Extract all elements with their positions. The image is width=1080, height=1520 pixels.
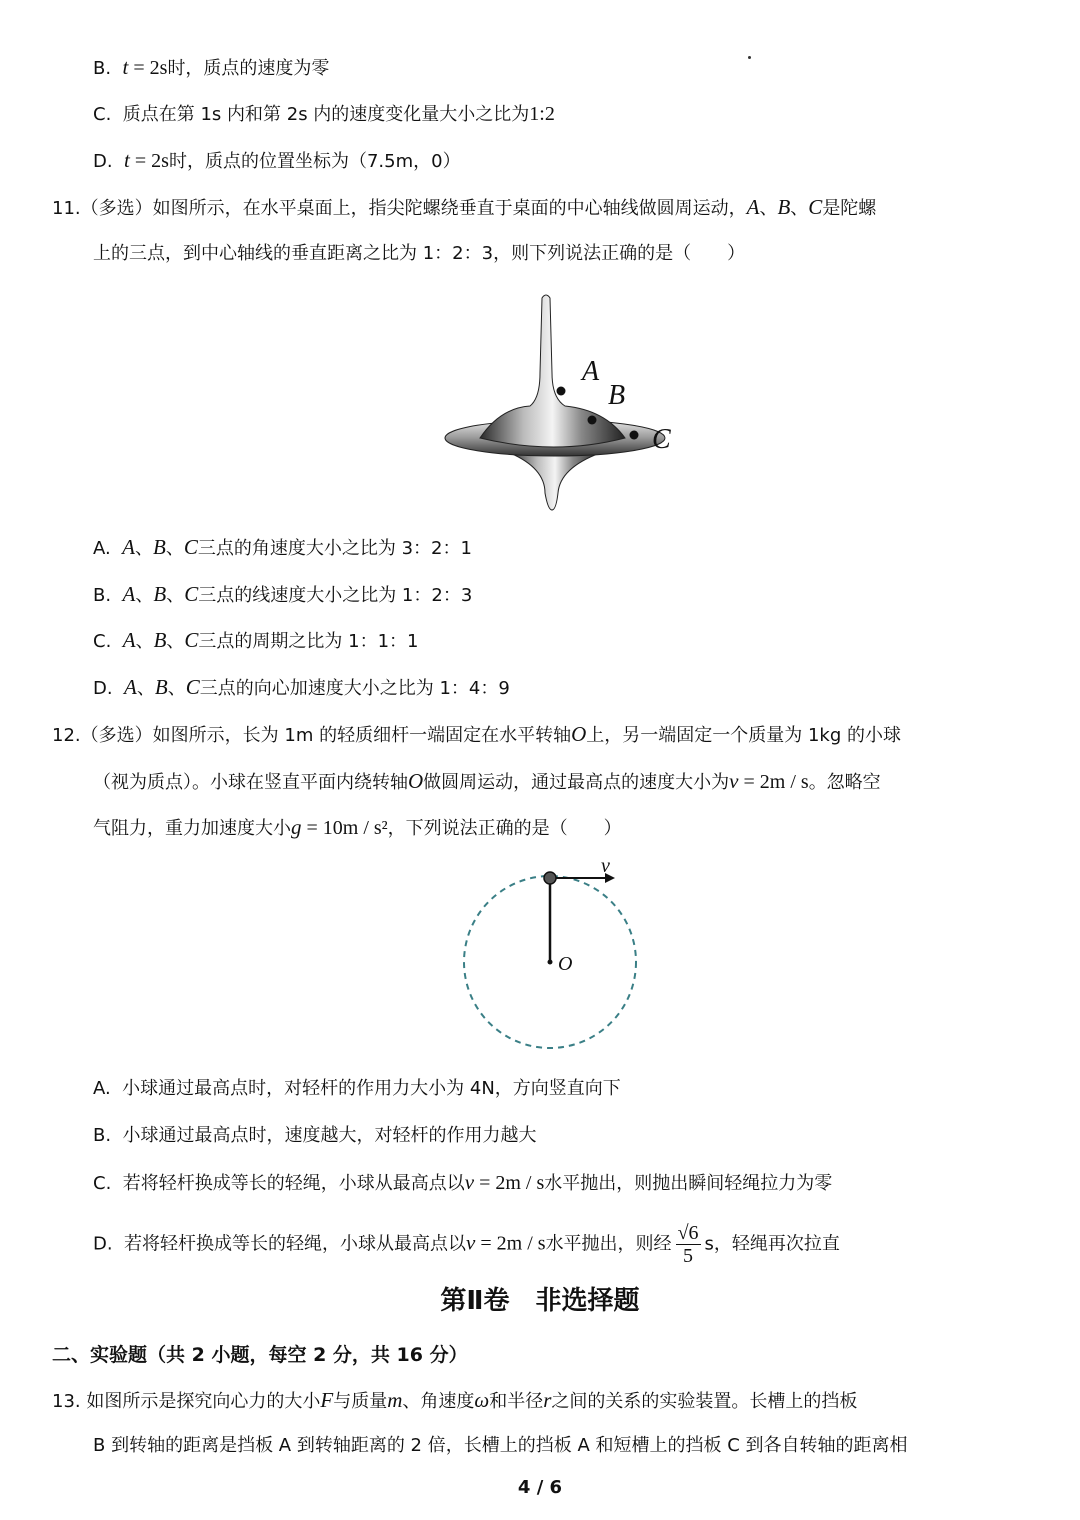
q10-option-b: B. t = 2s时，质点的速度为零 xyxy=(93,55,330,79)
question-number: 11. xyxy=(52,198,81,219)
q12-stem-line2: （视为质点）。小球在竖直平面内绕转轴O做圆周运动，通过最高点的速度大小为v = 2m / s。忽略空 xyxy=(93,769,881,793)
spinning-top-figure xyxy=(440,288,690,518)
q11-stem-line1: 11.（多选）如图所示，在水平桌面上，指尖陀螺绕垂直于桌面的中心轴线做圆周运动，A、B、C是陀螺 xyxy=(52,195,877,219)
circle-motion-figure xyxy=(455,850,655,1060)
label-b: B xyxy=(608,380,626,411)
q11-option-a: A. A、B、C三点的角速度大小之比为 3：2：1 xyxy=(93,535,472,559)
top-body xyxy=(480,295,625,447)
ball xyxy=(544,872,556,884)
q11-option-d: D. A、B、C三点的向心加速度大小之比为 1：4：9 xyxy=(93,675,510,699)
part-two-heading: 二、实验题（共 2 小题，每空 2 分，共 16 分） xyxy=(52,1344,468,1366)
fraction-sqrt6-over-5: $\frac{√6}{5}$ xyxy=(677,1222,699,1267)
q12-option-a: A. 小球通过最高点时，对轻杆的作用力大小为 4N，方向竖直向下 xyxy=(93,1078,621,1099)
section-title: 第Ⅱ卷 非选择题 xyxy=(440,1286,640,1316)
q12-option-c: C. 若将轻杆换成等长的轻绳，小球从最高点以v = 2m / s水平抛出，则抛出瞬间轻绳拉力为零 xyxy=(93,1170,833,1194)
q13-stem-line2: B 到转轴的距离是挡板 A 到转轴距离的 2 倍，长槽上的挡板 A 和短槽上的挡板 C 到各自转轴的距离相 xyxy=(93,1435,908,1456)
q12-option-d: D. 若将轻杆换成等长的轻绳，小球从最高点以v = 2m / s水平抛出，则经 $\frac{√6}{5}$ s，轻绳再次拉直 xyxy=(93,1222,840,1267)
q10-option-d: D. t = 2s时，质点的位置坐标为（7.5m，0） xyxy=(93,148,461,172)
point-c-dot xyxy=(630,431,639,440)
q11-option-b: B. A、B、C三点的线速度大小之比为 1：2：3 xyxy=(93,582,473,606)
page-number: 4 / 6 xyxy=(517,1477,563,1498)
point-b-dot xyxy=(588,416,597,425)
q10-option-c: C. 质点在第 1s 内和第 2s 内的速度变化量大小之比为1:2 xyxy=(93,103,555,125)
label-a: A xyxy=(582,356,600,387)
top-bottom-cone xyxy=(510,453,600,510)
question-number: 13. xyxy=(52,1391,81,1412)
pivot-o xyxy=(548,960,553,965)
scan-speck xyxy=(748,56,751,59)
label-o: O xyxy=(558,953,573,975)
q12-stem-line1: 12.（多选）如图所示，长为 1m 的轻质细杆一端固定在水平转轴O上，另一端固定一个质量为 1kg 的小球 xyxy=(52,722,901,746)
q12-stem-line3: 气阻力，重力加速度大小g = 10m / s²，下列说法正确的是（ ） xyxy=(93,815,622,839)
q13-stem-line1: 13. 如图所示是探究向心力的大小F与质量m、角速度ω和半径r之间的关系的实验装置。长槽上的挡板 xyxy=(52,1388,858,1412)
label-c: C xyxy=(652,424,671,455)
q12-option-b: B. 小球通过最高点时，速度越大，对轻杆的作用力越大 xyxy=(93,1125,537,1146)
q11-option-c: C. A、B、C三点的周期之比为 1：1：1 xyxy=(93,628,419,652)
question-number: 12. xyxy=(52,725,81,746)
q11-stem-line2: 上的三点，到中心轴线的垂直距离之比为 1：2：3，则下列说法正确的是（ ） xyxy=(93,243,746,264)
label-v: v xyxy=(601,855,610,877)
point-a-dot xyxy=(557,387,566,396)
